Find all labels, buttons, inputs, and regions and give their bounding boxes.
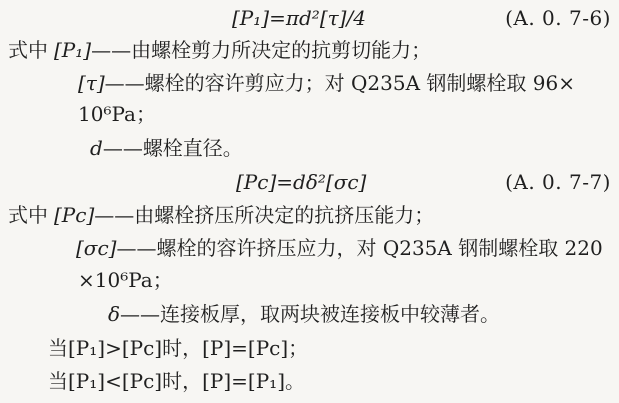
block1-line1 <box>8 38 431 62</box>
block2-line2 <box>76 236 603 260</box>
block1-text-d: ——螺栓直径。 <box>102 136 243 160</box>
equation-a077 <box>236 170 366 194</box>
block2-symbol-sigma: [σc] <box>76 236 117 260</box>
block2-symbol-delta: δ <box>108 302 121 326</box>
block2-text-delta: ——连接板厚，取两块被连接板中较薄者。 <box>120 302 501 326</box>
equation-a077-row <box>0 170 619 198</box>
block1-line3 <box>78 102 156 126</box>
condition-1-text: 当[P₁]>[Pc]时，[P]=[Pc]； <box>48 336 309 360</box>
condition-2-text: 当[P₁]<[Pc]时，[P]=[P₁]。 <box>48 369 306 393</box>
block1-line2 <box>78 71 575 95</box>
equation-a077-number: (A. 0. 7-7) <box>505 170 611 194</box>
equation-a076-number: (A. 0. 7-6) <box>505 6 611 30</box>
block1-symbol-p1: [P₁] <box>54 38 92 62</box>
equation-a076-row <box>0 6 619 34</box>
equation-a077-rhs: =dδ²[σc] <box>276 170 367 194</box>
equation-a077-lhs: [Pc] <box>236 170 277 194</box>
block2-line1 <box>8 203 434 227</box>
block2-text-pc: ——由螺栓挤压所决定的抗挤压能力； <box>94 203 435 227</box>
block1-prefix: 式中 <box>8 38 48 62</box>
block1-symbol-tau: [τ] <box>78 71 105 95</box>
equation-a076 <box>232 6 366 30</box>
block1-symbol-d: d <box>90 136 103 160</box>
block1-text-p1: ——由螺栓剪力所决定的抗剪切能力； <box>91 38 432 62</box>
block2-text-sigma-cont: ×10⁶Pa； <box>78 268 173 292</box>
block2-prefix: 式中 <box>8 203 48 227</box>
block1-text-tau-cont: 10⁶Pa； <box>78 102 156 126</box>
condition-line-1 <box>48 336 308 360</box>
block1-text-tau: ——螺栓的容许剪应力；对 Q235A 钢制螺栓取 96× <box>104 71 575 95</box>
block1-line4 <box>90 136 243 160</box>
condition-line-2 <box>48 369 305 393</box>
block2-line4 <box>108 302 500 326</box>
block2-line3 <box>78 268 173 292</box>
block2-symbol-pc: [Pc] <box>54 203 95 227</box>
equation-a076-lhs: [P₁] <box>232 6 270 30</box>
equation-a076-rhs: =πd²[τ]/4 <box>269 6 366 30</box>
block2-text-sigma: ——螺栓的容许挤压应力，对 Q235A 钢制螺栓取 220 <box>116 236 603 260</box>
